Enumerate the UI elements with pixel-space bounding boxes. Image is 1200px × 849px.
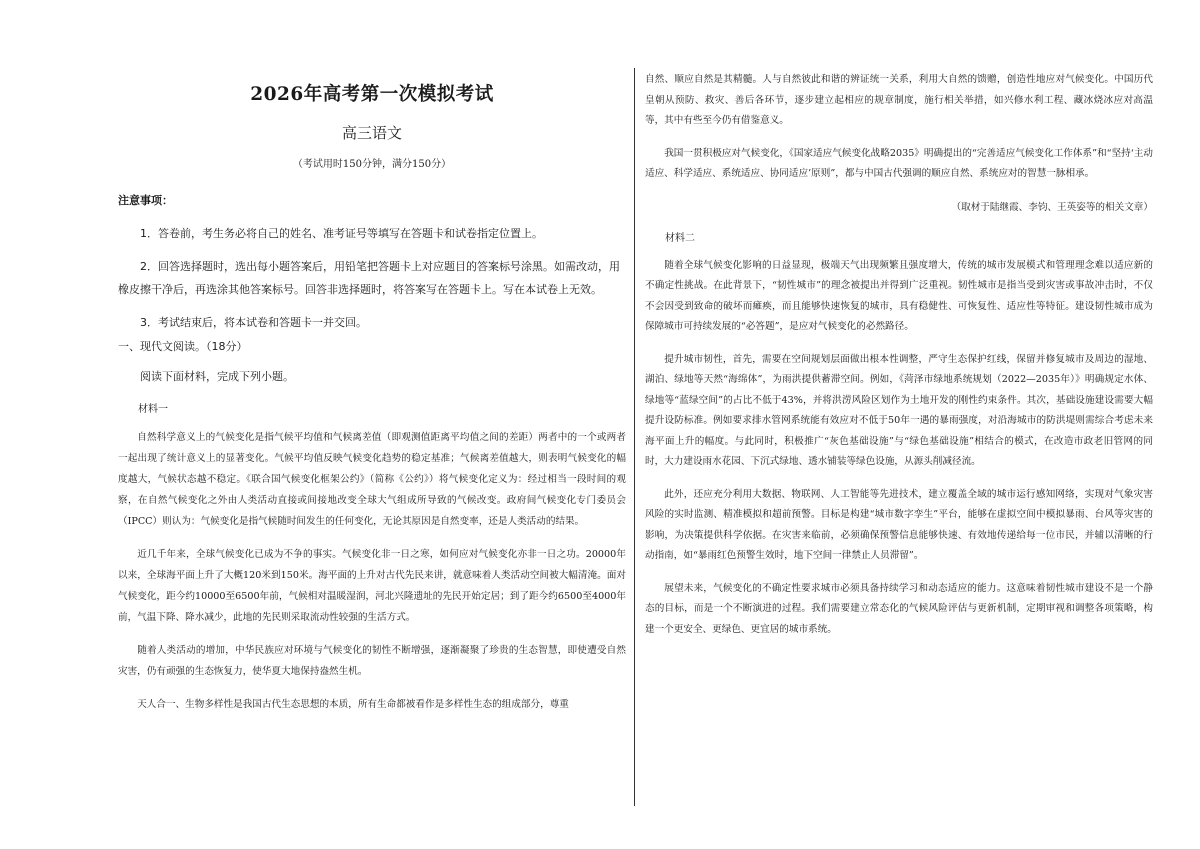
notice-heading: 注意事项：	[118, 194, 173, 207]
material-1-label: 材料一	[138, 404, 168, 415]
notice-item: 1．答卷前，考生务必将自己的姓名、准考证号等填写在答题卡和试卷指定位置上。	[140, 227, 543, 240]
passage-paragraph: 我国一贯积极应对气候变化，《国家适应气候变化战略2035》明确提出的“完善适应气候变化工作体系”和“坚持‘主动适应、科学适应、系统适应、协同适应’原则”，都与中国古代强调的顺应自然、系统应对的智慧一脉相承。	[645, 147, 1153, 179]
notice-item: 3．考试结束后，将本试卷和答题卡一并交回。	[140, 316, 367, 329]
notice-item: 2．回答选择题时，选出每小题答案后，用铅笔把答题卡上对应题目的答案标号涂黑。如需改动，用橡皮擦干净后，再选涂其他答案标号。回答非选择题时，将答案写在答题卡上。写在本试卷上无效。	[118, 260, 620, 296]
material-source: （取材于陆继霞、李钧、王英姿等的相关文章）	[951, 201, 1153, 213]
column-divider	[634, 68, 635, 806]
section-title: 一、现代文阅读。（18分）	[118, 340, 248, 353]
passage-paragraph: 随着人类活动的增加，中华民族应对环境与气候变化的韧性不断增强，逐渐凝聚了珍贵的生态智慧，即使遭受自然灾害，仍有顽强的生态恢复力，使华夏大地保持盎然生机。	[118, 645, 626, 677]
material-2-label: 材料二	[665, 232, 695, 244]
passage-paragraph: 提升城市韧性，首先，需要在空间规划层面做出根本性调整，严守生态保护红线，保留并修复城市及周边的湿地、湖泊、绿地等天然“海绵体”，为雨洪提供蓄滞空间。例如，《菏泽市绿地系统规划（2022—2035年）》明确规定水体、绿地等“蓝绿空间”的占比不低于43%，并将洪涝风险区划作为土地开发的刚性约束条件。其次，基础设施建设需要大幅提升设防标准。例如要求排水管网系统能有效应对不低于50年一遇的暴雨强度，对沿海城市的防洪堤则需综合考虑未来海平面上升的幅度。与此同时，积极推广“灰色基础设施”与“绿色基础设施”相结合的模式，在改造市政老旧管网的同时，大力建设雨水花园、下沉式绿地、透水铺装等绿色设施，从源头削减径流。	[645, 353, 1153, 467]
passage-paragraph: 近几千年来，全球气候变化已成为不争的事实。气候变化非一日之寒，如何应对气候变化亦非一日之功。20000年以来，全球海平面上升了大概120米到150米。海平面的上升对古代先民来讲，就意味着人类活动空间被大幅清淹。面对气候变化，距今约10000至6500年前，气候相对温暖湿润，河北兴隆遗址的先民开始定居；到了距今约6500至4000年前，气温下降、降水减少，此地的先民则采取流动性较强的生活方式。	[118, 549, 626, 623]
left-column	[118, 70, 626, 715]
exam-time-note: （考试用时150分钟，满分150分）	[292, 159, 452, 170]
passage-paragraph: 此外，还应充分利用大数据、物联网、人工智能等先进技术，建立覆盖全域的城市运行感知网络，实现对气象灾害风险的实时监测、精准模拟和超前预警。目标是构建“城市数字孪生”平台，能够在虚拟空间中模拟暴雨、台风等灾害的影响，为决策提供科学依据。在灾害来临前，必须确保预警信息能够快速、有效地传递给每一位市民，并辅以清晰的行动指南，如“暴雨红色预警生效时，地下空间一律禁止人员滞留”。	[645, 488, 1153, 561]
reading-instruction: 阅读下面材料，完成下列小题。	[140, 370, 294, 383]
exam-title: 2026年高考第一次模拟考试	[250, 84, 494, 105]
passage-paragraph: 展望未来，气候变化的不确定性要求城市必须具备持续学习和动态适应的能力。这意味着韧性城市建设不是一个静态的目标，而是一个不断演进的过程。我们需要建立常态化的气候风险评估与更新机制，定期审视和调整各项策略，构建一个更安全、更绿色、更宜居的城市系统。	[645, 582, 1153, 635]
passage-paragraph: 自然、顺应自然是其精髓。人与自然彼此和谐的辨证统一关系，利用大自然的馈赠，创造性地应对气候变化。中国历代皇朝从预防、救灾、善后各环节，逐步建立起相应的规章制度，施行相关举措，如兴修水利工程、藏冰烧冰应对高温等，其中有些至今仍有借鉴意义。	[645, 74, 1153, 126]
passage-paragraph: 自然科学意义上的气候变化是指气候平均值和气候离差值（即观测值距离平均值之间的差距）两者中的一个或两者一起出现了统计意义上的显著变化。气候平均值反映气候变化趋势的稳定基准；气候离差值越大，则表明气候变化的幅度越大，气候状态越不稳定。《联合国气候变化框架公约》（简称《公约》）将气候变化定义为：经过相当一段时间的观察，在自然气候变化之外由人类活动直接或间接地改变全球大气组成所导致的气候改变。政府间气候变化专门委员会（IPCC）则认为：气候变化是指气候随时间发生的任何变化，无论其原因是自然变率，还是人类活动的结果。	[118, 432, 626, 527]
exam-subject: 高三语文	[341, 124, 402, 142]
right-column	[645, 70, 1153, 640]
passage-paragraph: 随着全球气候变化影响的日益显现，极端天气出现频繁且强度增大，传统的城市发展模式和管理理念难以适应新的不确定性挑战。在此背景下，“韧性城市”的理念被提出并得到广泛重视。韧性城市是指当受到灾害或事故冲击时，不仅不会因受到致命的破坏而瘫痪，而且能够快速恢复的城市，具有稳健性、可恢复性、适应性等特征。建设韧性城市成为保障城市可持续发展的“必答题”，是应对气候变化的必然路径。	[645, 259, 1153, 332]
passage-paragraph: 天人合一、生物多样性是我国古代生态思想的本质，所有生命都被看作是多样性生态的组成部分，尊重	[137, 699, 569, 710]
